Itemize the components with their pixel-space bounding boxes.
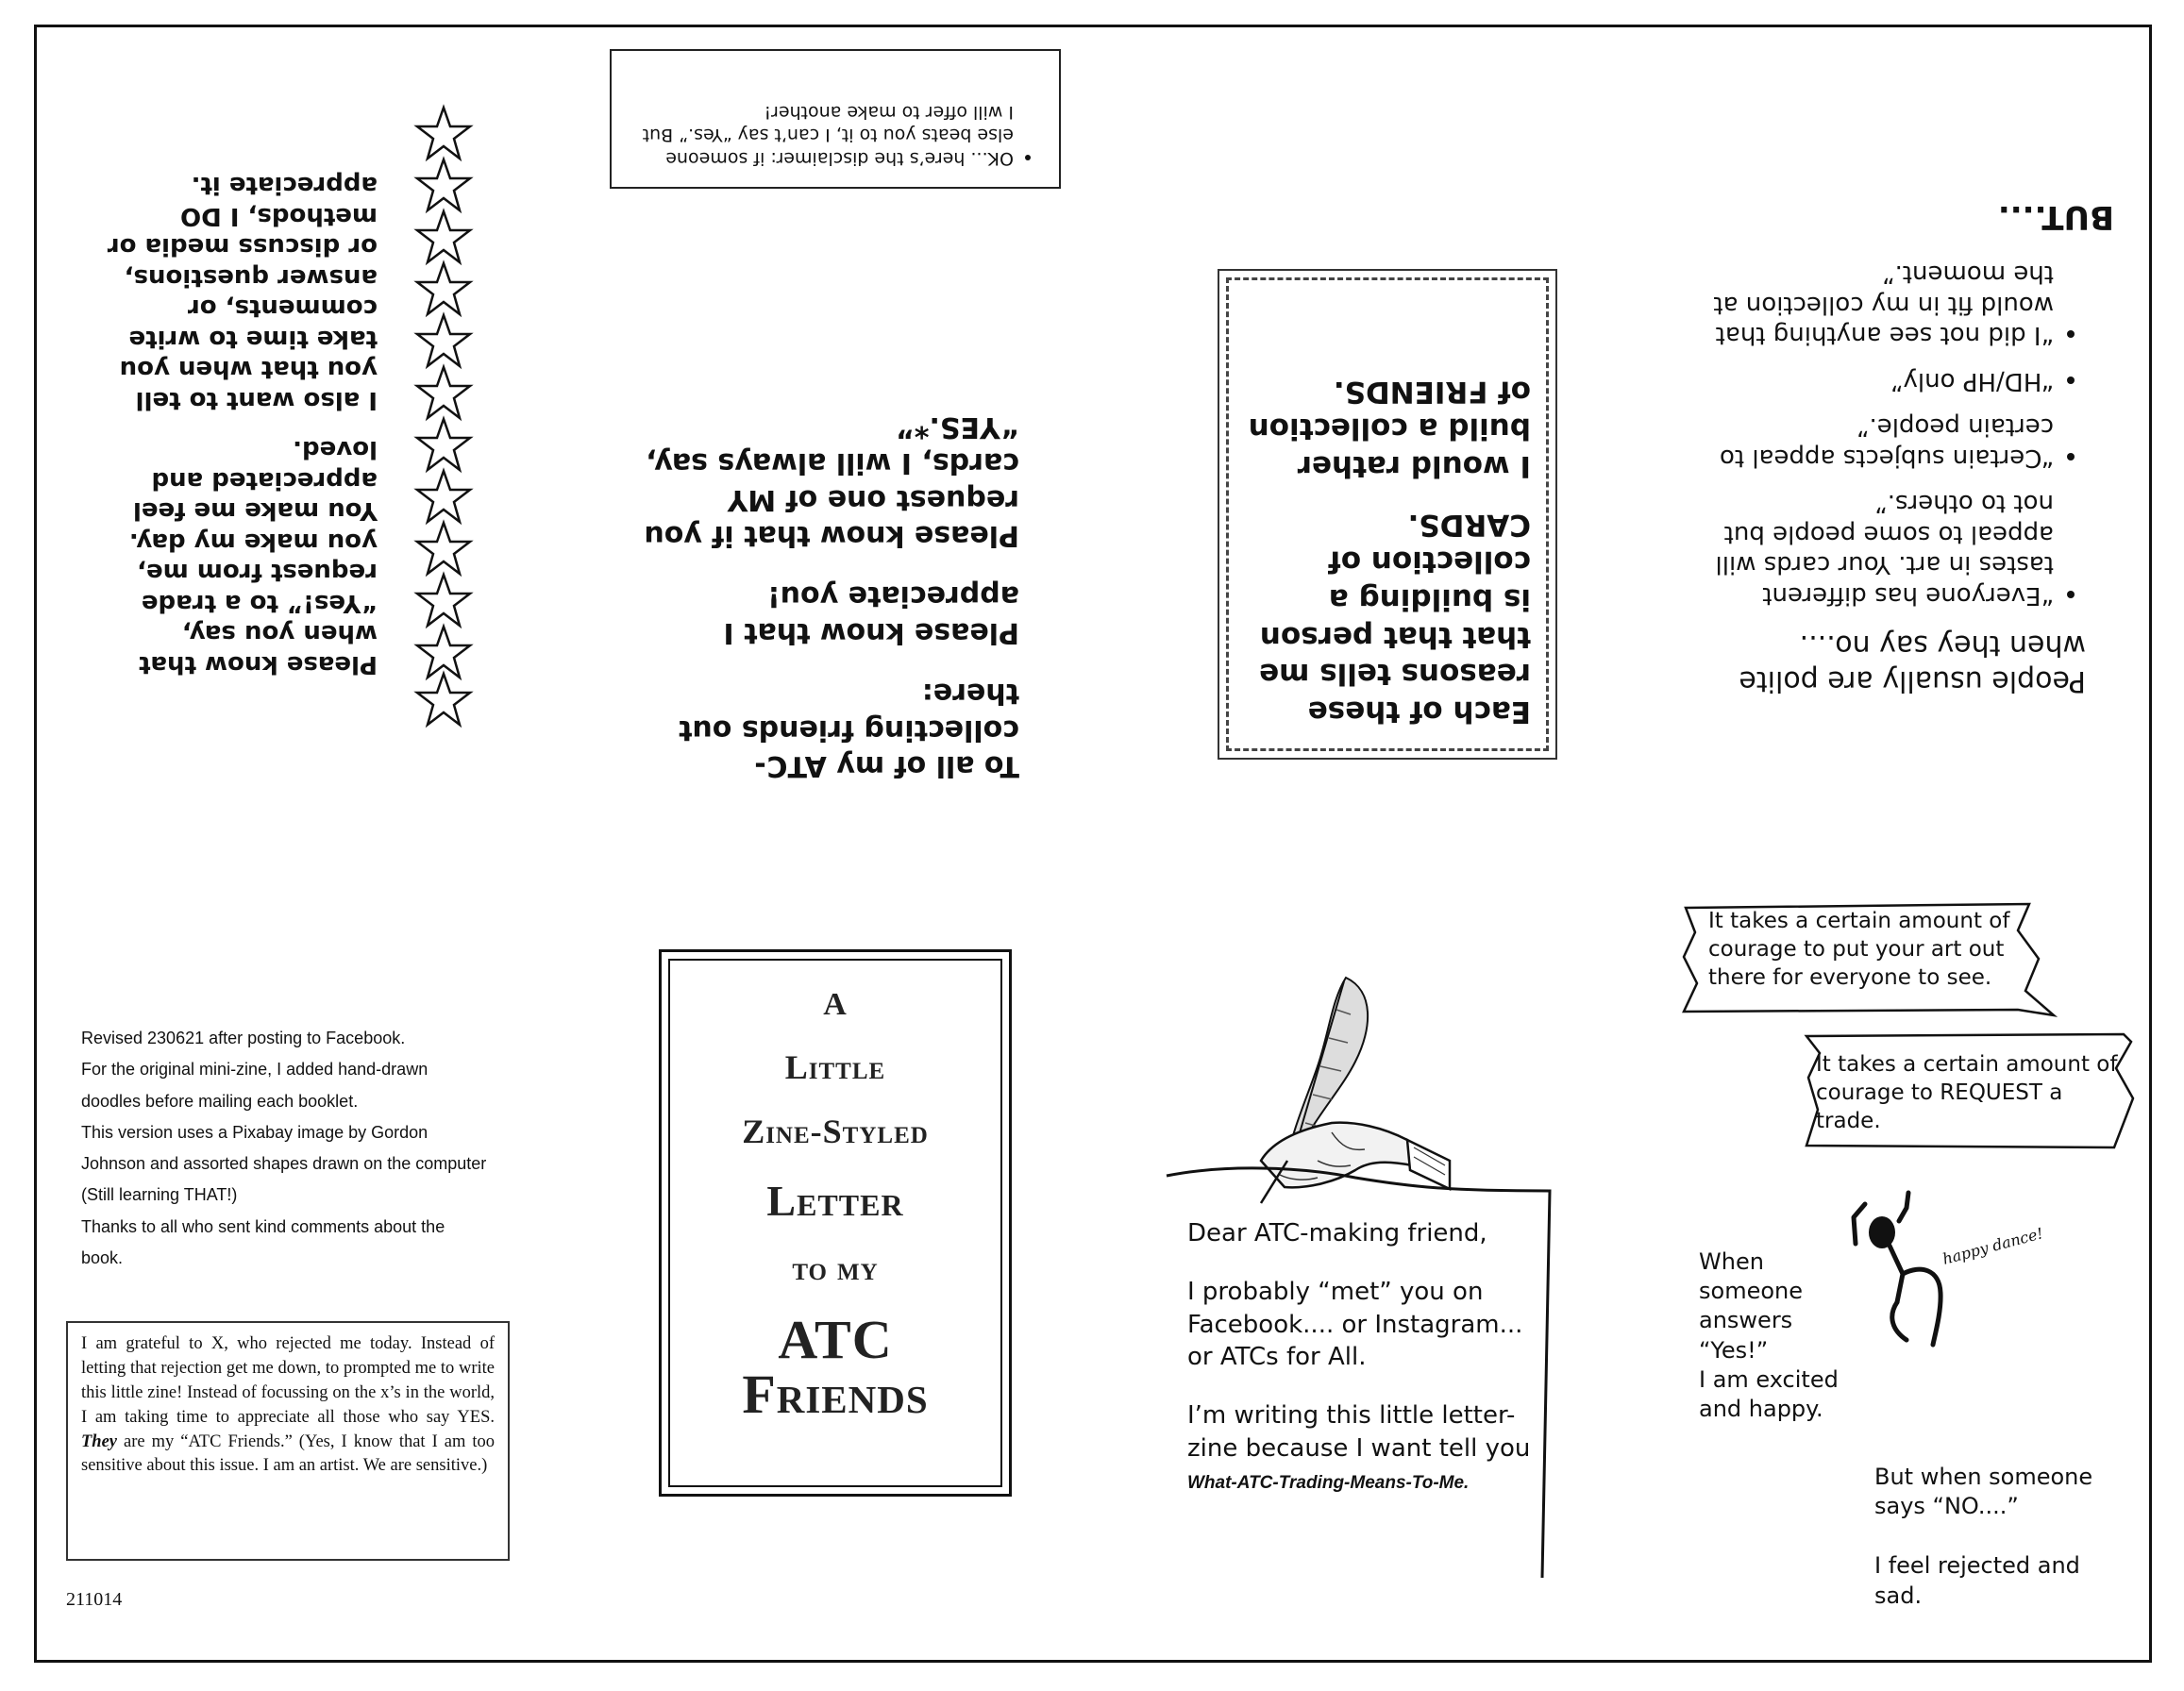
no-paragraph: But when someone says “NO....” [1874, 1464, 2093, 1520]
yes-line: When [1699, 1248, 1764, 1275]
note-line: Thanks to all who sent kind comments about the [81, 1216, 445, 1236]
please-know-panel [104, 170, 378, 679]
list-item: • “I did not see anything that would fit in my collection at the moment.” [1680, 259, 2054, 351]
appreciate-comments-paragraph: I also want to tell you that when you take time to write comments, or answer questions, or discuss media or methods, I DO appreciate it. [107, 171, 378, 414]
note-line: (Still learning THAT!) [81, 1185, 238, 1205]
date-stamp: 211014 [66, 1589, 123, 1610]
cards-paragraph: Each of these reasons tells me that that person is building a collection of CARDS. [1259, 507, 1531, 728]
letter-body [1187, 1217, 1546, 1497]
grateful-box [66, 1321, 510, 1561]
cards-vs-friends-panel [1218, 269, 1557, 760]
star-icon [417, 575, 470, 626]
note-line: Revised 230621 after posting to Facebook. [81, 1029, 406, 1047]
disclaimer-list [632, 100, 1038, 170]
happy-dance-label: happy dance! [1940, 1224, 2045, 1268]
note-line: This version uses a Pixabay image by Gordon [81, 1122, 428, 1142]
star-icon [417, 523, 470, 574]
make-my-day-paragraph: Please know that when you say, “Yes!” to a trade request from me, you make my day. You make me feel appreciated and loved. [128, 435, 378, 678]
note-line: doodles before mailing each booklet. [81, 1091, 359, 1111]
star-icon [417, 419, 470, 470]
cover-line-a: A [823, 987, 848, 1022]
star-icon [417, 211, 470, 262]
note-line: For the original mini-zine, I added hand-drawn [81, 1060, 428, 1080]
star-icon [417, 263, 470, 314]
note-line: Johnson and assorted shapes drawn on the computer [81, 1154, 487, 1174]
stick-figure-icon [1854, 1193, 1940, 1345]
star-icon [417, 367, 470, 418]
to-all-heading: To all of my ATC-collecting friends out there: [679, 677, 1019, 782]
yes-line: I am excited [1699, 1365, 1839, 1393]
star-icon [417, 159, 470, 210]
cover-line-atc: ATC [778, 1309, 893, 1370]
star-icon [417, 315, 470, 366]
grateful-emphasis: They [81, 1431, 118, 1451]
grateful-text: I am grateful to X, who rejected me today. Instead of letting that rejection get me down, to prompted me to write this little zine! Instead of focussing on the x’s in the world, I am taking time to appreciate all those who say YES. [81, 1334, 495, 1427]
yes-line: “Yes!” [1699, 1336, 1769, 1364]
letter-paragraph [1187, 1399, 1546, 1497]
to-all-friends-panel [623, 406, 1019, 783]
note-line: book. [81, 1248, 124, 1268]
always-yes-paragraph: Please know that if you request one of MY cards, I will always say, “YES.*” [644, 410, 1019, 553]
polite-reasons-panel [1680, 260, 2086, 698]
cover-line-little: Little [784, 1048, 886, 1086]
polite-list [1680, 259, 2086, 611]
happy-dance-figure [1850, 1189, 2045, 1349]
star-icon [417, 674, 470, 725]
grateful-text-end: are my “ATC Friends.” (Yes, I know that I am too sensitive about this issue. I am an artist. We are sensitive.) [81, 1431, 495, 1476]
disclaimer-box [610, 49, 1061, 189]
courage-text-1: It takes a certain amount of courage to put your art out there for everyone to see. [1708, 909, 2010, 990]
yes-line: and happy. [1699, 1395, 1823, 1422]
cover-line-to-my: to my [792, 1249, 879, 1287]
letter-paragraph-text: I’m writing this little letter-zine because I want tell you [1187, 1401, 1531, 1463]
letter-paragraph: I probably “met” you on Facebook.... or Instagram... or ATCs for All. [1187, 1278, 1523, 1371]
polite-heading: People usually are polite when they say no.... [1739, 628, 2086, 697]
friends-paragraph: I would rather build a collection of FRIENDS. [1248, 374, 1531, 483]
star-icon [417, 108, 470, 159]
rejected-paragraph: I feel rejected and sad. [1874, 1552, 2080, 1609]
disclaimer-text: • OK... here’s the disclaimer: if someone else beats you to it, I can’t say “Yes.” But I will offer to make another! [632, 100, 1014, 170]
appreciate-paragraph: Please know that I appreciate you! [723, 579, 1019, 649]
but-heading: BUT.... [1997, 198, 2114, 236]
list-item: • “Certain subjects appeal to certain people.” [1680, 411, 2054, 473]
letter-signature: What-ATC-Trading-Means-To-Me. [1187, 1472, 1470, 1493]
cover-line-zine: Zine-Styled [742, 1113, 929, 1150]
list-item: • “HD/HP only” [1680, 366, 2054, 397]
cover-line-friends: Friends [742, 1364, 929, 1425]
star-icon [417, 471, 470, 522]
cover-frame [659, 949, 1012, 1497]
yes-line: someone [1699, 1278, 1803, 1305]
yes-line: answers [1699, 1307, 1793, 1334]
when-no-text [1874, 1463, 2120, 1641]
cover-inner [668, 959, 1002, 1487]
letter-greeting: Dear ATC-making friend, [1187, 1219, 1487, 1247]
list-item: • “Everyone has different tastes in art. Your cards will appeal to some people but not to others.” [1680, 488, 2054, 611]
cover-line-letter: Letter [766, 1177, 904, 1225]
star-icon [417, 627, 470, 678]
star-column [415, 106, 472, 728]
revision-note [81, 1023, 496, 1274]
courage-text-2: It takes a certain amount of courage to REQUEST a trade. [1816, 1052, 2118, 1133]
